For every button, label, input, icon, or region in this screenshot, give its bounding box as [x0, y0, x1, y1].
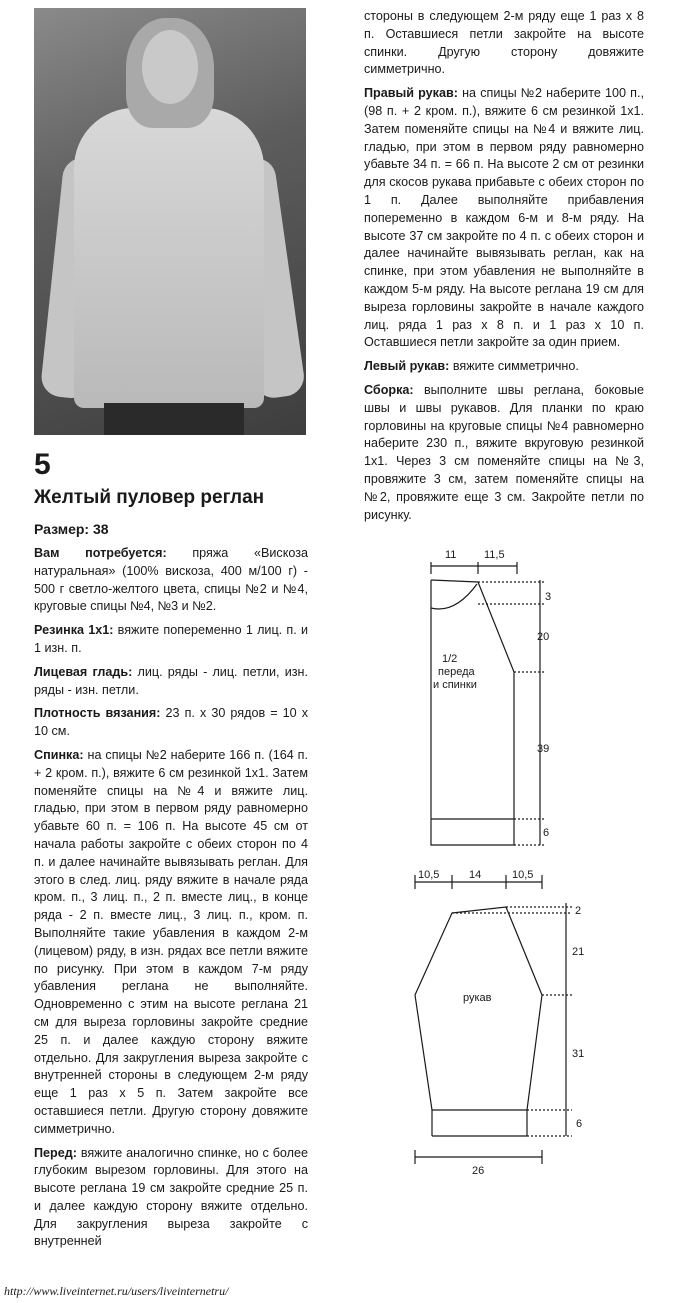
paragraph-text: на спицы №2 наберите 100 п., (98 п. + 2 кром. п.), вяжите 6 см резинкой 1x1. Затем поменяйте спицы на №4 и вяжите лиц. гладью, при этом в первом ряду равномерно убавьте 34 п. = 66 п. На высоте 2 см от резинки для скосов рукава прибавьте с обеих сторон по 1 п. Далее выполняйте прибавления попеременно в каждом 6-м и 8-м ряду. На высоте 37 см закройте по 4 п. с обеих сторон и далее начинайте вывязывать реглан, как на спинке, при этом убавления не выполняйте в каждом 5-м ряду. На высоте реглана 19 см для выреза горловины закройте в начале каждого лиц. ряда 1 раз х 8 п. и 1 раз х 10 п. Оставшиеся петли закройте за один прием. [364, 86, 645, 350]
body-dim-39: 39 [537, 743, 550, 755]
paragraph-text: 23 п. х 30 рядов = 10 х 10 см. [34, 706, 308, 739]
body-label-line2: переда [438, 666, 475, 678]
paragraph-text: стороны в следующем 2-м ряду еще 1 раз х 8 п. Оставшиеся петли закройте на высоте спинки. Другую сторону довяжите симметрично. [364, 9, 644, 77]
paragraph-text: выполните швы реглана, боковые швы и швы рукавов. Для планки по краю горловины на круговые спицы №4 равномерно наберите 230 п., вяжите вкруговую резинкой 1x1. Через 3 см поменяйте спицы на №3, провяжите 3 см, затем поменяйте спицы на №2, провяжите еще 3 см. Закройте петли по рисунку. [364, 382, 644, 522]
paragraph-text: вяжите попеременно 1 лиц. п. и 1 изн. п. [34, 623, 308, 655]
pattern-size: Размер: 38 [34, 521, 109, 537]
paragraph-label: Лицевая гладь: [34, 664, 133, 679]
body-dim-20: 20 [537, 631, 550, 643]
paragraph-text: лиц. ряды - лиц. петли, изн. ряды - изн. петли. [34, 664, 308, 697]
paragraph-label: Вам потребуется: [34, 546, 167, 560]
paragraph-text: вяжите аналогично спинке, но с более глубоким вырезом горловины. Для этого на высоте реглана 19 см закройте средние 25 п. и далее каждую сторону вяжите отдельно. Для закругления выреза закройте с внутренней [34, 1145, 308, 1249]
sleeve-dim-2: 2 [575, 905, 582, 917]
paragraph-label: Перед: [34, 1145, 77, 1160]
paragraph-label: Сборка: [364, 382, 414, 397]
body-label-line3: и спинки [433, 679, 477, 691]
sleeve-dim-top-left: 10,5 [418, 869, 440, 881]
sleeve-label: рукав [463, 992, 492, 1004]
sleeve-dim-21: 21 [572, 946, 585, 958]
pattern-number: 5 [34, 448, 51, 481]
body-dim-3: 3 [545, 591, 552, 603]
paragraph-label: Левый рукав: [364, 359, 450, 374]
paragraph-text: вяжите симметрично. [449, 359, 579, 374]
body-dim-6: 6 [543, 827, 550, 839]
paragraph-label: Плотность вязания: [34, 706, 161, 721]
sleeve-dim-6: 6 [576, 1118, 583, 1130]
paragraph-label: Резинка 1x1: [34, 623, 114, 638]
body-dim-top-left: 11 [445, 549, 457, 561]
sleeve-dim-31: 31 [572, 1048, 585, 1060]
paragraph-text: на спицы №2 наберите 166 п. (164 п. + 2 кром. п.), вяжите 6 см резинкой 1x1. Затем поменяйте спицы на №4 и вяжите лиц. гладью, при этом в первом ряду равномерно убавьте 60 п. = 106 п. На высоте 45 см от начала работы закройте с обеих сторон по 4 п. и далее начинайте вывязывать реглан. Для этого в след. лиц. ряду вяжите в начале ряда кром. п., 3 лиц. п., 2 п. вместе лиц., в конце ряда - 2 п. вместе лиц., 3 лиц. п., кром. п. Выполняйте такие убавления в каждом 2-м (лицевом) ряду, в изн. рядах все петли вяжите по рисунку. При этом в каждом 7-м ряду убавления реглана не выполняйте. Одновременно с этим на высоте реглана 21 см для выреза горловины закройте средние 25 п. и далее каждую сторону вяжите отдельно. Для закругления выреза закройте с внутренней стороны в следующем 2-м ряду еще 1 раз х 5 п. Затем закройте все оставшиеся петли. Другую сторону довяжите симметрично. [34, 747, 308, 1136]
paragraph-label: Правый рукав: [364, 86, 458, 101]
sleeve-dim-top-right: 10,5 [512, 869, 534, 881]
body-label-line1: 1/2 [442, 653, 458, 665]
sleeve-schematic [415, 875, 572, 1164]
body-dim-top-right: 11,5 [484, 549, 505, 561]
body-schematic [431, 562, 545, 845]
sleeve-dim-top-mid: 14 [469, 869, 482, 881]
paragraph-text: пряжа «Вискоза натуральная» (100% вискоза, 400 м/100 г) - 500 г светло-желтого цвета, спицы №2 и №4, круговые спицы №4, №3 и №2. [34, 546, 308, 614]
sleeve-dim-bottom: 26 [472, 1165, 485, 1177]
pattern-title: Желтый пуловер реглан [34, 487, 265, 508]
source-url: http://www.liveinternet.ru/users/liveinternetru/ [4, 1284, 229, 1298]
paragraph-label: Спинка: [34, 747, 84, 762]
